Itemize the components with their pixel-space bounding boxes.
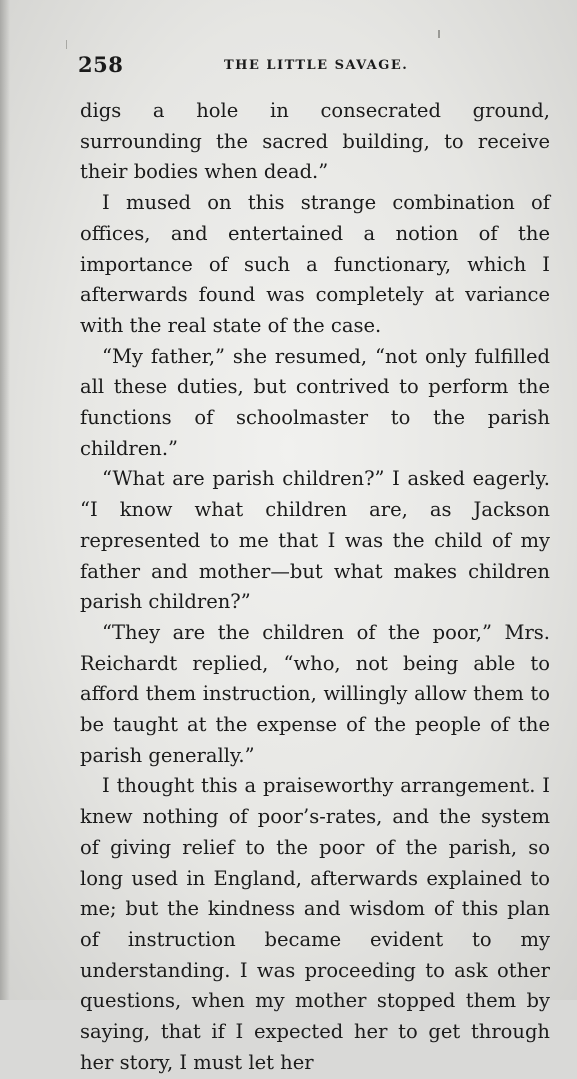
print-speck bbox=[438, 30, 440, 38]
body-text bbox=[80, 96, 550, 1079]
running-head: THE LITTLE SAVAGE. bbox=[224, 58, 409, 73]
print-speck bbox=[66, 40, 67, 49]
page-number: 258 bbox=[78, 52, 124, 77]
page-header bbox=[78, 52, 548, 82]
paragraph-continuation: digs a hole in consecrated ground, surrounding the sacred building, to receive their bodies when dead.” bbox=[80, 99, 550, 184]
paragraph: “What are parish children?” I asked eagerly. “I know what children are, as Jackson represented to me that I was the child of my father and mother—but what makes children parish children?” bbox=[80, 467, 550, 614]
paragraph: “My father,” she resumed, “not only fulfilled all these duties, but contrived to perform the functions of schoolmaster to the parish children.” bbox=[80, 344, 550, 460]
paragraph: I mused on this strange combination of offices, and entertained a notion of the importance of such a functionary, which I afterwards found was completely at variance with the real state of the case. bbox=[80, 191, 550, 337]
paragraph: “They are the children of the poor,” Mrs. Reichardt replied, “who, not being able to afford them instruction, willingly allow them to be taught at the expense of the people of the parish generally.” bbox=[80, 620, 550, 767]
paragraph: I thought this a praiseworthy arrangement. I knew nothing of poor’s-rates, and the system of giving relief to the poor of the parish, so long used in England, afterwards explained to me; but the kindness and wisdom of this plan of instruction became evident to my understanding. I was proceeding to ask other questions, when my mother stopped them by saying, that if I expected her to get through her story, I must let her bbox=[80, 774, 550, 1074]
page-gutter-shadow bbox=[0, 0, 10, 1000]
